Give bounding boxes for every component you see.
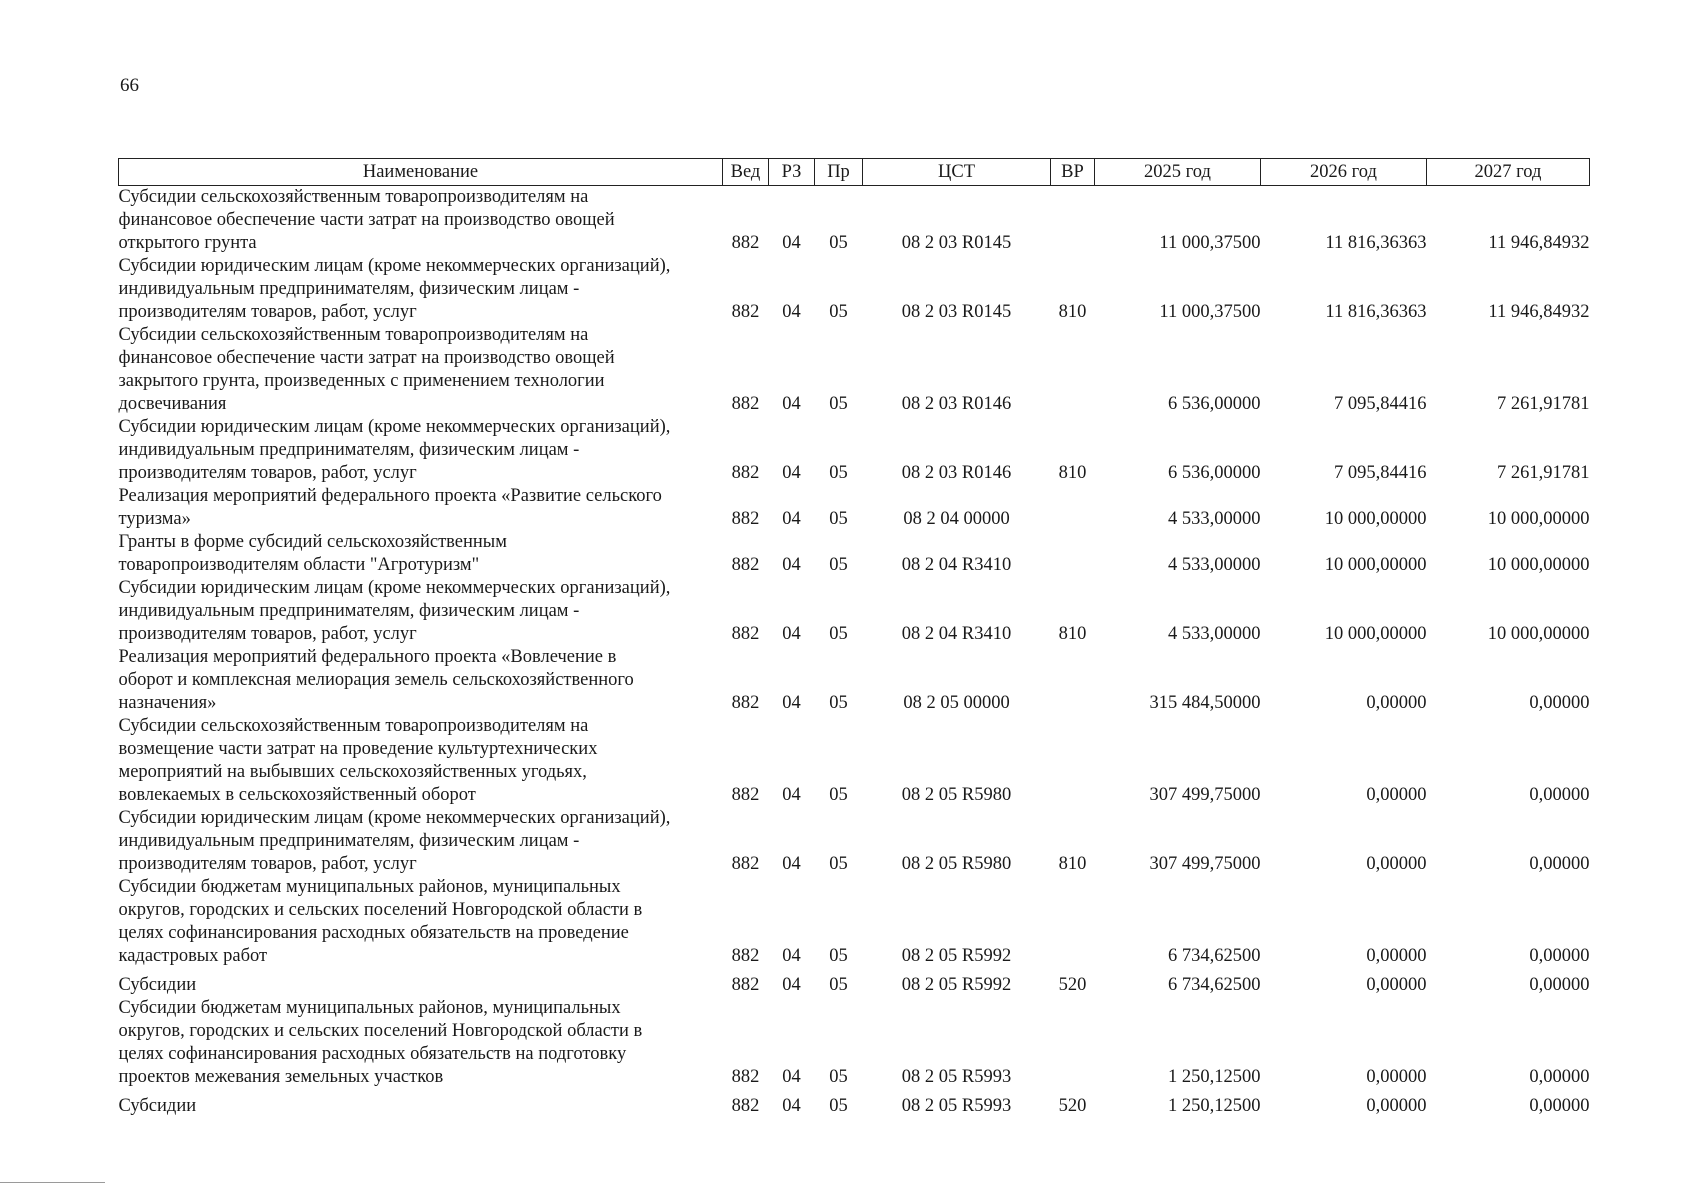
cell-cst: 08 2 05 R5993 [901,1067,1012,1087]
cell-2027: 10 000,00000 [1487,555,1590,575]
cell-name [119,997,723,1089]
cell-pr: 05 [829,509,848,529]
name-line: Субсидии [118,975,197,995]
table-row [119,186,1590,256]
cell-ved: 882 [731,693,760,713]
cell-2025: 4 533,00000 [1168,555,1261,575]
header-name: Наименование [119,159,723,186]
table-row [119,577,1590,646]
cell-vr [1051,324,1095,416]
header-vr: ВР [1051,159,1095,186]
cell-vr: 520 [1058,1096,1087,1116]
cell-cst: 08 2 04 R3410 [901,624,1012,644]
cell-2027: 0,00000 [1529,854,1590,874]
cell-2026: 0,00000 [1366,785,1427,805]
table-row [119,531,1590,577]
name-line: производителям товаров, работ, услуг [118,624,417,644]
cell-pr: 05 [829,1096,848,1116]
cell-2027: 0,00000 [1529,785,1590,805]
header-2025: 2025 год [1095,159,1261,186]
cell-2026: 11 816,36363 [1325,233,1427,253]
cell-pr: 05 [829,975,848,995]
cell-2026: 0,00000 [1366,975,1427,995]
cell-vr [1051,485,1095,531]
cell-2026: 10 000,00000 [1324,509,1427,529]
cell-pr: 05 [829,785,848,805]
name-line: товаропроизводителям области "Агротуризм" [118,555,480,575]
cell-2025: 4 533,00000 [1168,509,1261,529]
table-row [119,324,1590,416]
cell-vr: 810 [1058,854,1087,874]
name-line: назначения» [118,693,217,713]
name-line: оборот и комплексная мелиорация земель сельскохозяйственного [118,670,634,690]
cell-2026: 10 000,00000 [1324,555,1427,575]
cell-2025: 11 000,37500 [1159,302,1261,322]
name-line: Гранты в форме субсидий сельскохозяйственным [118,532,507,552]
cell-2027: 11 946,84932 [1488,233,1590,253]
name-line: Субсидии юридическим лицам (кроме некоммерческих организаций), [118,578,671,598]
cell-pr: 05 [829,302,848,322]
cell-rz: 04 [782,509,801,529]
cell-ved: 882 [731,854,760,874]
budget-table [118,158,1590,1118]
cell-name [119,807,723,876]
cell-name [119,186,723,256]
cell-pr: 05 [829,463,848,483]
cell-pr: 05 [829,555,848,575]
table-row [119,646,1590,715]
name-line: индивидуальным предпринимателям, физическим лицам - [118,440,580,460]
cell-rz: 04 [782,233,801,253]
cell-2025: 315 484,50000 [1149,693,1261,713]
cell-2027: 7 261,91781 [1497,394,1590,414]
cell-rz: 04 [782,555,801,575]
cell-2027: 0,00000 [1529,946,1590,966]
name-line: туризма» [118,509,191,529]
cell-2027: 0,00000 [1529,1096,1590,1116]
cell-2025: 11 000,37500 [1159,233,1261,253]
cell-cst: 08 2 05 00000 [903,693,1010,713]
cell-rz: 04 [782,463,801,483]
cell-pr: 05 [829,693,848,713]
cell-2026: 0,00000 [1366,1096,1427,1116]
cell-2025: 6 536,00000 [1168,394,1261,414]
header-rz: РЗ [769,159,815,186]
cell-name [119,485,723,531]
cell-vr [1051,876,1095,968]
cell-name [119,968,723,997]
cell-pr: 05 [829,854,848,874]
table-row [119,807,1590,876]
name-line: Субсидии сельскохозяйственным товаропроизводителям на [118,187,589,207]
cell-name [119,715,723,807]
cell-name [119,324,723,416]
cell-2025: 1 250,12500 [1168,1096,1261,1116]
cell-vr: 810 [1058,624,1087,644]
cell-name [119,255,723,324]
cell-name [119,876,723,968]
cell-2026: 0,00000 [1366,854,1427,874]
cell-cst: 08 2 03 R0145 [901,233,1012,253]
cell-pr: 05 [829,1067,848,1087]
cell-ved: 882 [731,555,760,575]
cell-rz: 04 [782,785,801,805]
cell-2025: 307 499,75000 [1149,854,1261,874]
name-line: мероприятий на выбывших сельскохозяйственных угодьях, [118,762,587,782]
cell-2026: 0,00000 [1366,946,1427,966]
table-row [119,416,1590,485]
cell-vr: 810 [1058,302,1087,322]
cell-rz: 04 [782,946,801,966]
cell-2025: 4 533,00000 [1168,624,1261,644]
cell-name [119,1089,723,1118]
name-line: финансовое обеспечение части затрат на производство овощей [118,348,615,368]
cell-cst: 08 2 05 R5980 [901,854,1012,874]
cell-ved: 882 [731,233,760,253]
cell-2027: 0,00000 [1529,1067,1590,1087]
name-line: индивидуальным предпринимателям, физическим лицам - [118,601,580,621]
cell-cst: 08 2 05 R5993 [901,1096,1012,1116]
table-row [119,968,1590,997]
name-line: Субсидии сельскохозяйственным товаропроизводителям на [118,716,589,736]
cell-name [119,646,723,715]
cell-rz: 04 [782,1096,801,1116]
cell-pr: 05 [829,233,848,253]
cell-2025: 6 734,62500 [1168,975,1261,995]
cell-name [119,577,723,646]
name-line: Субсидии сельскохозяйственным товаропроизводителям на [118,325,589,345]
table-header [119,159,1590,186]
cell-2027: 7 261,91781 [1497,463,1590,483]
cell-cst: 08 2 03 R0146 [901,394,1012,414]
cell-rz: 04 [782,302,801,322]
table-body [119,186,1590,1119]
header-2027: 2027 год [1427,159,1590,186]
cell-ved: 882 [731,463,760,483]
cell-2026: 0,00000 [1366,1067,1427,1087]
name-line: целях софинансирования расходных обязательств на подготовку [118,1044,627,1064]
cell-vr [1051,646,1095,715]
cell-2026: 10 000,00000 [1324,624,1427,644]
name-line: Реализация мероприятий федерального проекта «Развитие сельского [118,486,662,506]
cell-name [119,531,723,577]
cell-2026: 7 095,84416 [1334,394,1427,414]
name-line: производителям товаров, работ, услуг [118,302,417,322]
cell-cst: 08 2 05 R5980 [901,785,1012,805]
cell-2025: 307 499,75000 [1149,785,1261,805]
name-line: досвечивания [118,394,227,414]
cell-cst: 08 2 05 R5992 [901,975,1012,995]
table-row [119,255,1590,324]
cell-2027: 11 946,84932 [1488,302,1590,322]
cell-ved: 882 [731,302,760,322]
cell-cst: 08 2 04 R3410 [901,555,1012,575]
table-row [119,1089,1590,1118]
table-row [119,997,1590,1089]
cell-rz: 04 [782,975,801,995]
cell-2027: 10 000,00000 [1487,509,1590,529]
cell-vr: 810 [1058,463,1087,483]
cell-cst: 08 2 03 R0145 [901,302,1012,322]
cell-ved: 882 [731,1096,760,1116]
name-line: кадастровых работ [118,946,268,966]
cell-ved: 882 [731,509,760,529]
cell-pr: 05 [829,624,848,644]
page-number: 66 [120,75,139,96]
name-line: индивидуальным предпринимателям, физическим лицам - [118,279,580,299]
table-row [119,876,1590,968]
header-cst: ЦСТ [863,159,1051,186]
name-line: целях софинансирования расходных обязательств на проведение [118,923,629,943]
name-line: Реализация мероприятий федерального проекта «Вовлечение в [118,647,617,667]
cell-2027: 10 000,00000 [1487,624,1590,644]
cell-vr [1051,715,1095,807]
name-line: индивидуальным предпринимателям, физическим лицам - [118,831,580,851]
cell-rz: 04 [782,394,801,414]
cell-2025: 6 734,62500 [1168,946,1261,966]
name-line: вовлекаемых в сельскохозяйственный оборот [118,785,476,805]
name-line: закрытого грунта, произведенных с применением технологии [118,371,605,391]
table-row [119,485,1590,531]
name-line: производителям товаров, работ, услуг [118,463,417,483]
header-ved: Вед [723,159,769,186]
cell-ved: 882 [731,1067,760,1087]
name-line: округов, городских и сельских поселений Новгородской области в [118,1021,643,1041]
cell-ved: 882 [731,394,760,414]
name-line: открытого грунта [118,233,257,253]
cell-2026: 11 816,36363 [1325,302,1427,322]
scan-artifact-line [0,1182,105,1183]
cell-pr: 05 [829,946,848,966]
cell-2026: 7 095,84416 [1334,463,1427,483]
name-line: проектов межевания земельных участков [118,1067,444,1087]
header-2026: 2026 год [1261,159,1427,186]
name-line: производителям товаров, работ, услуг [118,854,417,874]
cell-rz: 04 [782,854,801,874]
cell-2025: 6 536,00000 [1168,463,1261,483]
cell-ved: 882 [731,624,760,644]
cell-name [119,416,723,485]
name-line: Субсидии бюджетам муниципальных районов, муниципальных [118,998,621,1018]
name-line: округов, городских и сельских поселений Новгородской области в [118,900,643,920]
cell-vr: 520 [1058,975,1087,995]
name-line: финансовое обеспечение части затрат на производство овощей [118,210,615,230]
name-line: Субсидии юридическим лицам (кроме некоммерческих организаций), [118,808,671,828]
cell-2027: 0,00000 [1529,693,1590,713]
cell-vr [1051,531,1095,577]
name-line: Субсидии юридическим лицам (кроме некоммерческих организаций), [118,417,671,437]
cell-ved: 882 [731,785,760,805]
header-pr: Пр [815,159,863,186]
cell-ved: 882 [731,946,760,966]
cell-2027: 0,00000 [1529,975,1590,995]
cell-2026: 0,00000 [1366,693,1427,713]
cell-rz: 04 [782,693,801,713]
cell-cst: 08 2 05 R5992 [901,946,1012,966]
cell-vr [1051,997,1095,1089]
cell-cst: 08 2 04 00000 [903,509,1010,529]
cell-rz: 04 [782,624,801,644]
name-line: Субсидии юридическим лицам (кроме некоммерческих организаций), [118,256,671,276]
name-line: Субсидии [118,1096,197,1116]
cell-pr: 05 [829,394,848,414]
name-line: Субсидии бюджетам муниципальных районов, муниципальных [118,877,621,897]
cell-cst: 08 2 03 R0146 [901,463,1012,483]
cell-ved: 882 [731,975,760,995]
name-line: возмещение части затрат на проведение культуртехнических [118,739,598,759]
cell-vr [1051,186,1095,256]
cell-rz: 04 [782,1067,801,1087]
table-row [119,715,1590,807]
cell-2025: 1 250,12500 [1168,1067,1261,1087]
